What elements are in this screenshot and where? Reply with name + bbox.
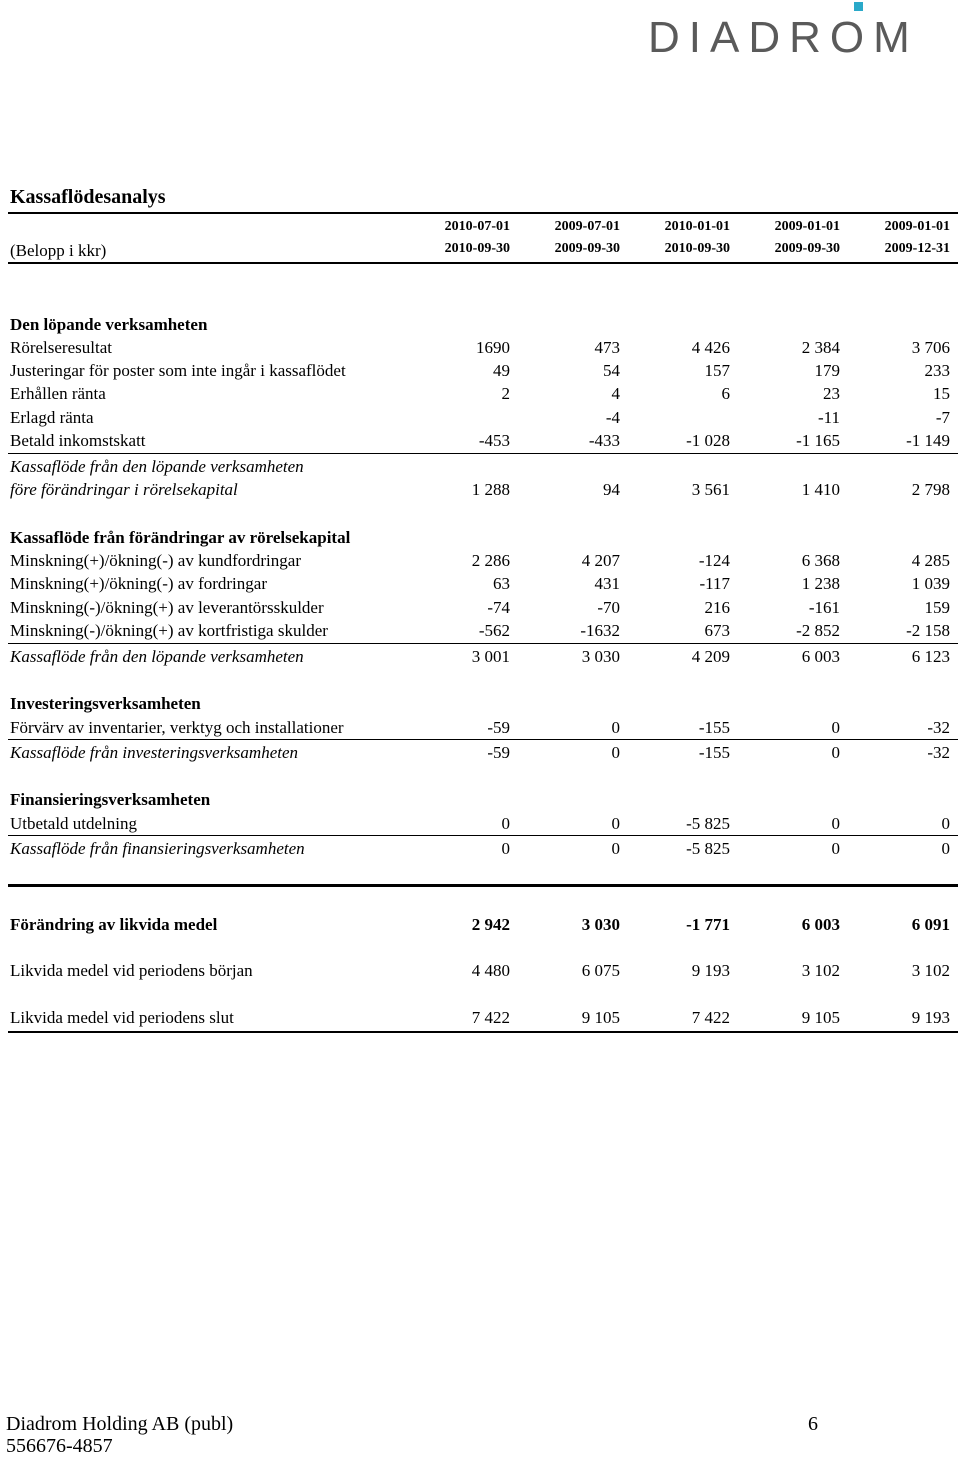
row-label: Minskning(+)/ökning(-) av fordringar — [10, 574, 267, 593]
row-label: Minskning(-)/ökning(+) av leverantörsskulder — [10, 598, 324, 617]
row-value: 6 003 — [801, 647, 840, 666]
row-value: 4 207 — [581, 551, 620, 570]
row-value: -59 — [487, 743, 510, 762]
row-value: -124 — [698, 551, 730, 570]
row-value: 0 — [611, 814, 620, 833]
row-value: -59 — [487, 718, 510, 737]
row-value: 7 422 — [471, 1008, 510, 1027]
row-value: 4 209 — [691, 647, 730, 666]
row-value: 3 102 — [801, 961, 840, 980]
period-4-from: 2009-01-01 — [774, 219, 840, 234]
row-value: 473 — [594, 338, 620, 357]
footer-company: Diadrom Holding AB (publ) — [6, 1413, 234, 1435]
row-value: 1690 — [476, 338, 510, 357]
row-divider — [8, 739, 958, 740]
row-value: 4 285 — [911, 551, 950, 570]
row-value: 2 286 — [471, 551, 510, 570]
row-value: -70 — [597, 598, 620, 617]
table-row — [10, 959, 958, 982]
table-row — [10, 716, 958, 739]
row-value: -5 825 — [686, 839, 730, 858]
row-value: -1 149 — [906, 431, 950, 450]
row-value: 0 — [831, 814, 840, 833]
row-value: 157 — [704, 361, 730, 380]
period-3-from: 2010-01-01 — [664, 219, 730, 234]
table-row — [10, 619, 958, 642]
row-label: Minskning(+)/ökning(-) av kundfordringar — [10, 551, 301, 570]
row-value: -1 165 — [796, 431, 840, 450]
row-value: 0 — [831, 743, 840, 762]
row-value: 4 480 — [471, 961, 510, 980]
row-value: -5 825 — [686, 814, 730, 833]
row-label: Erhållen ränta — [10, 384, 106, 403]
diadrom-logo — [648, 0, 928, 64]
table-row — [10, 382, 958, 405]
row-value: 0 — [611, 718, 620, 737]
row-value: 0 — [831, 718, 840, 737]
row-value: 6 091 — [911, 915, 950, 934]
row-value: 1 410 — [801, 480, 840, 499]
row-value: 2 798 — [911, 480, 950, 499]
row-value: 9 105 — [581, 1008, 620, 1027]
total-row — [10, 913, 958, 936]
row-value: -1 028 — [686, 431, 730, 450]
header-bottom-rule — [8, 262, 958, 264]
row-value: 3 706 — [911, 338, 950, 357]
table-row — [10, 359, 958, 382]
period-3-to: 2010-09-30 — [664, 241, 730, 256]
row-value: 15 — [933, 384, 950, 403]
row-value: 0 — [611, 743, 620, 762]
row-value: -32 — [927, 743, 950, 762]
row-value: -562 — [478, 621, 510, 640]
row-value: 54 — [603, 361, 620, 380]
header-top-rule — [8, 212, 958, 214]
row-value: -1 771 — [686, 915, 730, 934]
row-value: -1632 — [580, 621, 620, 640]
section-heading — [10, 526, 958, 549]
table-row — [10, 429, 958, 452]
period-1-from: 2010-07-01 — [444, 219, 510, 234]
row-value: 23 — [823, 384, 840, 403]
row-label: Minskning(-)/ökning(+) av kortfristiga skulder — [10, 621, 328, 640]
row-value: 0 — [831, 839, 840, 858]
logo-accent-dot — [854, 2, 863, 11]
row-value: 4 — [611, 384, 620, 403]
period-4-to: 2009-09-30 — [774, 241, 840, 256]
row-value: 63 — [493, 574, 510, 593]
row-value: 4 426 — [691, 338, 730, 357]
footer-org-number: 556676-4857 — [6, 1435, 113, 1457]
table-row — [10, 572, 958, 595]
row-value: 3 030 — [581, 647, 620, 666]
row-value: -433 — [588, 431, 620, 450]
row-divider — [8, 453, 958, 454]
row-value: 0 — [611, 839, 620, 858]
logo-wordmark: DIADROM — [648, 13, 919, 62]
row-divider — [8, 835, 958, 836]
subtotal-row — [10, 645, 958, 668]
row-label: Förändring av likvida medel — [10, 915, 218, 934]
row-value: 3 030 — [581, 915, 620, 934]
row-value: 179 — [814, 361, 840, 380]
row-value: 9 193 — [911, 1008, 950, 1027]
row-label: Kassaflöde från investeringsverksamheten — [10, 743, 299, 762]
row-value: 9 193 — [691, 961, 730, 980]
row-label: Kassaflöde från den löpande verksamheten — [10, 457, 304, 476]
row-value: 6 368 — [801, 551, 840, 570]
row-value: 673 — [704, 621, 730, 640]
row-label: Utbetald utdelning — [10, 814, 138, 833]
row-value: 233 — [924, 361, 950, 380]
subtotal-row — [10, 741, 958, 764]
table-row — [10, 812, 958, 835]
row-label: Förvärv av inventarier, verktyg och installationer — [10, 718, 344, 737]
row-value: 0 — [501, 839, 510, 858]
row-label: Likvida medel vid periodens slut — [10, 1008, 234, 1027]
row-label: före förändringar i rörelsekapital — [10, 480, 238, 499]
row-value: 0 — [941, 814, 950, 833]
period-5-to: 2009-12-31 — [884, 241, 950, 256]
row-value: 0 — [501, 814, 510, 833]
row-value: -117 — [699, 574, 730, 593]
row-label: Kassaflöde från förändringar av rörelsekapital — [10, 528, 351, 547]
row-value: 6 123 — [911, 647, 950, 666]
row-value: 3 561 — [691, 480, 730, 499]
row-label: Finansieringsverksamheten — [10, 790, 211, 809]
row-value: 0 — [941, 839, 950, 858]
row-label: Betald inkomstskatt — [10, 431, 146, 450]
row-value: 2 — [501, 384, 510, 403]
section-heading — [10, 313, 958, 336]
row-value: -161 — [808, 598, 840, 617]
row-value: 94 — [603, 480, 620, 499]
row-divider — [8, 643, 958, 644]
table-row — [10, 406, 958, 429]
row-value: 3 102 — [911, 961, 950, 980]
period-2-to: 2009-09-30 — [554, 241, 620, 256]
period-1-to: 2010-09-30 — [444, 241, 510, 256]
row-value: 2 384 — [801, 338, 840, 357]
row-label: Justeringar för poster som inte ingår i kassaflödet — [10, 361, 346, 380]
amount-unit-label: (Belopp i kkr) — [10, 241, 107, 260]
row-value: -453 — [478, 431, 510, 450]
subtotal-row — [10, 478, 958, 501]
row-label: Rörelseresultat — [10, 338, 112, 357]
row-value: -2 852 — [796, 621, 840, 640]
row-value: -74 — [487, 598, 510, 617]
row-label: Investeringsverksamheten — [10, 694, 201, 713]
section-heading — [10, 788, 958, 811]
row-value: 6 — [721, 384, 730, 403]
row-label: Kassaflöde från den löpande verksamheten — [10, 647, 304, 666]
section-heading — [10, 692, 958, 715]
row-value: -155 — [698, 743, 730, 762]
row-value: 216 — [704, 598, 730, 617]
row-value: -2 158 — [906, 621, 950, 640]
row-value: -155 — [698, 718, 730, 737]
page-title: Kassaflödesanalys — [10, 186, 166, 208]
page-number: 6 — [808, 1413, 818, 1435]
totals-top-rule — [8, 884, 958, 887]
row-value: 1 288 — [471, 480, 510, 499]
row-value: 1 039 — [911, 574, 950, 593]
row-value: 159 — [924, 598, 950, 617]
period-2-from: 2009-07-01 — [554, 219, 620, 234]
table-row — [10, 596, 958, 619]
row-value: 431 — [594, 574, 620, 593]
row-value: -11 — [817, 408, 840, 427]
table-row — [10, 549, 958, 572]
row-value: 3 001 — [471, 647, 510, 666]
row-label: Kassaflöde från finansieringsverksamheten — [10, 839, 305, 858]
subtotal-label-line — [10, 455, 958, 478]
row-value: 2 942 — [471, 915, 510, 934]
table-bottom-rule — [8, 1031, 958, 1033]
table-row — [10, 336, 958, 359]
row-value: -7 — [935, 408, 950, 427]
row-value: -4 — [605, 408, 620, 427]
period-5-from: 2009-01-01 — [884, 219, 950, 234]
row-value: 6 003 — [801, 915, 840, 934]
subtotal-row — [10, 837, 958, 860]
row-label: Likvida medel vid periodens början — [10, 961, 253, 980]
row-value: 9 105 — [801, 1008, 840, 1027]
row-label: Den löpande verksamheten — [10, 315, 208, 334]
row-label: Erlagd ränta — [10, 408, 94, 427]
row-value: -32 — [927, 718, 950, 737]
row-value: 1 238 — [801, 574, 840, 593]
row-value: 6 075 — [581, 961, 620, 980]
row-value: 7 422 — [691, 1008, 730, 1027]
table-row — [10, 1006, 958, 1029]
row-value: 49 — [493, 361, 510, 380]
